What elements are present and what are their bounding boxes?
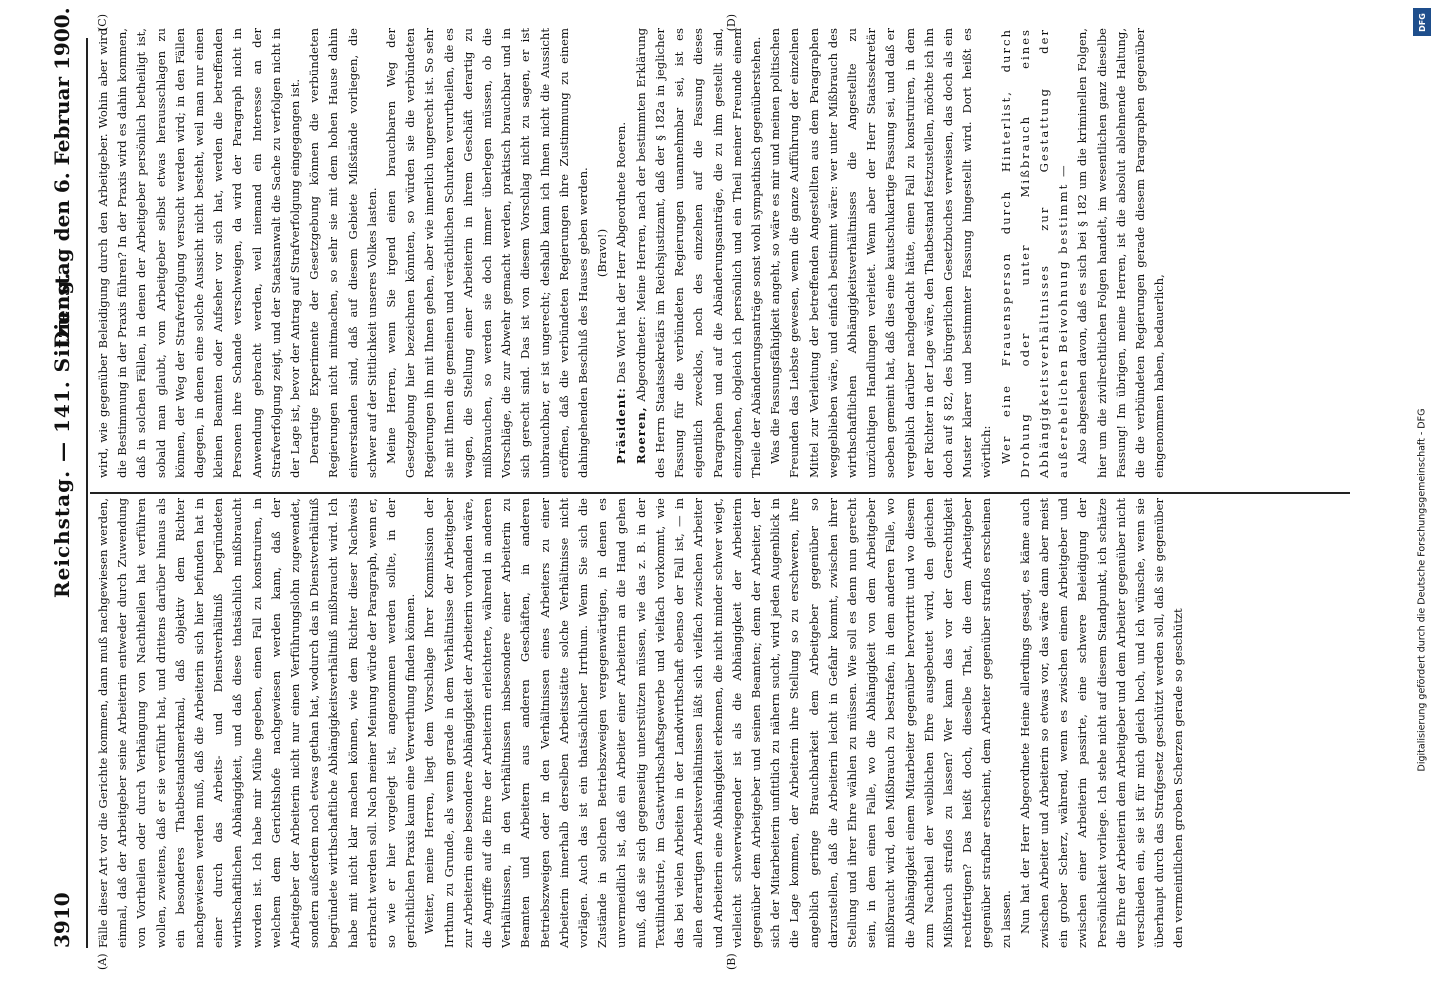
- header-rule: [86, 38, 88, 948]
- speaker-label: Roeren,: [633, 406, 648, 464]
- page-number: 3910: [50, 892, 74, 948]
- quoted-law: Wer eine Frauensperson durch Hinterlist, durch Drohung oder unter Mißbrauch eines Abhängigkeitsverhältnisses zur Gestattung der außerehelichen Beiwohnung bestimmt —: [998, 28, 1071, 478]
- marker-c: (C): [96, 14, 109, 31]
- column-divider: [90, 492, 1350, 494]
- page-header: [48, 7, 82, 948]
- president-paragraph: [612, 28, 631, 478]
- left-column: [94, 498, 1189, 948]
- paragraph: Was die Fassungsfähigkeit angeht, so wäre es mir und meinen politischen Freunden das Liebste gewesen, wenn die ganze Aufführung der einzelnen Mittel zur Verleitung der betreffenden Angestellten aus dem Paragraphen weggeblieben wäre, und einfach bestimmt wäre: wer unter Mißbrauch des wirthschaftlichen Abhängigkeitsverhältnisses die Angestellte zu unzüchtigen Handlungen verleitet. Wenn aber der Herr Staatssekretär soeben gemeint hat, daß dies eine kautschukartige Fassung sei, und daß er vergeblich darüber nachgedacht hätte, einen Fall zu konstruiren, in dem der Richter in der Lage wäre, den Thatbestand festzustellen, möchte ich ihn doch auf § 82, des bürgerlichen Gesetzbuches verweisen, das doch als ein Muster klarer und bestimmter Fassung hingestellt wird. Dort heißt es wörtlich:: [768, 28, 994, 478]
- paragraph: Also abgesehen davon, daß es sich bei § 182 um die kriminellen Folgen, hier um die zivilrechtlichen Folgen handelt, im wesentlichen ganz dieselbe Fassung! Im übrigen, meine Herren, ist die absolut ablehnende Haltung, die die verbündeten Regierungen gerade diesem Paragraphen gegenüber eingenommen haben, bedauerlich,: [1075, 28, 1167, 478]
- paragraph: Derartige Experimente der Gesetzgebung können die verbündeten Regierungen nicht mitmachen, so sehr sie mit dem hohen Hause dahin einverstanden sind, daß auf diesem Gebiete Mißstände vorliegen, die schwer auf der Sittlichkeit unseres Volkes lasten.: [307, 28, 379, 478]
- paragraph: Weiter, meine Herren, liegt dem Vorschlage Ihrer Kommission der Irrthum zu Grunde, als wenn gerade in dem Verhältnisse der Arbeitgeber zur Arbeiterin eine besondere Abhängigkeit der Arbeiterin vorhanden wäre, die Angriffe auf die Ehre der Arbeiterin erleichterte, während in anderen Verhältnissen, in den Verhältnissen insbesondere einer Arbeiterin zu Beamten und Arbeitern aus anderen Geschäften, in anderen Betriebszweigen oder in den Verhältnissen eines Arbeiters zu einer Arbeiterin innerhalb derselben Arbeitsstätte solche Verhältnisse nicht vorlägen. Auch das ist ein thatsächlicher Irrthum. Wenn Sie sich die Zustände in solchen Betriebszweigen vergegenwärtigen, in denen es unvermeidlich ist, daß ein Arbeiter einer Arbeiterin an die Hand gehen muß, daß sie sich gegenseitig unterstützen müssen, wie das z. B. in der Textilindustrie, im Gastwirthschaftsgewerbe und vielfach vorkommt, wie das bei vielen Arbeiten in der Landwirthschaft ebenso der Fall ist, — in allen derartigen Arbeitsverhältnissen läßt sich vielfach zwischen Arbeiter und Arbeiterin eine Abhängigkeit erkennen, die nicht minder schwer wiegt, vielleicht schwerwiegender ist als die Abhängigkeit der Arbeiterin gegenüber dem Arbeitgeber und seinen Beamten; denn der Arbeiter, der sich der Mitarbeiterin unfittlich zu nähern sucht, wird jeden Augenblick in die Lage kommen, der Arbeiterin ihre Stellung so zu erschweren, ihre angeblich geringe Brauchbarkeit dem Arbeitgeber gegenüber so darzustellen, daß die Arbeiterin leicht in Gefahr kommt, zwischen ihrer Stellung und ihrer Ehre wählen zu müssen. Wie soll es denn nun gerecht sein, in dem einen Falle, wo die Abhängigkeit von dem Arbeitgeber mißbraucht wird, den Mißbrauch zu bestrafen, in dem anderen Falle, wo die Abhängigkeit einem Mitarbeiter gegenüber hervortritt und wo diesem zum Nachtheil der weiblichen Ehre ausgebeutet wird, den gleichen Mißbrauch straflos zu lassen? Wer kann das vor der Gerechtigkeit rechtfertigen? Das heißt doch, dieselbe That, die dem Arbeitgeber gegenüber strafbar erscheint, dem Arbeiter gegenüber straflos erscheinen zu lassen.: [422, 498, 1013, 948]
- paragraph: Nun hat der Herr Abgeordnete Heine allerdings gesagt, es käme auch zwischen Arbeiter und Arbeiterin so etwas vor, das wäre dann aber meist ein grober Scherz, während, wenn es zwischen einem Arbeitgeber und zwischen einer Arbeiterin passirte, eine schwere Beleidigung der Persönlichkeit vorliege. Ich stehe nicht auf diesem Standpunkt, ich schätze die Ehre der Arbeiterin dem Arbeitgeber und dem Arbeiter gegenüber nicht verschieden ein, sie ist für mich gleich hoch, und ich wünsche, wenn sie überhaupt durch das Strafgesetz geschützt werden soll, daß sie gegenüber den vermeintlichen groben Scherzen gerade so geschützt: [1017, 498, 1186, 948]
- applause-note: (Bravo!): [595, 228, 610, 278]
- president-text: Das Wort hat der Herr Abgeordnete Roeren.: [614, 121, 629, 384]
- speaker-label: Präsident:: [614, 387, 629, 464]
- dfg-logo: DFG: [1413, 8, 1431, 36]
- marker-b: (B): [725, 953, 738, 970]
- header-date: Dienstag den 6. Februar 1900.: [50, 7, 74, 348]
- roeren-paragraph: [632, 28, 766, 478]
- header-title: Reichstag. — 141. Sitzung.: [50, 271, 74, 598]
- marker-d: (D): [725, 14, 738, 32]
- paragraph: Meine Herren, wenn Sie irgend einen brauchbaren Weg der Gesetzgebung hier bezeichnen könnten, so würden sie die verbündeten Regierungen ihn mit Ihnen gehen, aber wie innerlich ungerecht ist. So sehr sie mit Ihnen die gemeinen und verächtlichen Schurken verurtheilen, die es wagen, die Stellung einer Arbeiterin in ihrem Geschäft derartig zu mißbrauchen, so werden sie doch immer überlegen müssen, ob die Vorschläge, die zur Abwehr gemacht werden, praktisch brauchbar und in sich gerecht sind. Das ist von diesem Vorschlag nicht zu sagen, er ist unbrauchbar, er ist ungerecht; deshalb kann ich Ihnen nicht die Aussicht eröffnen, daß die verbündeten Regierungen ihre Zustimmung zu einem dahingehenden Beschluß des Hauses geben werden.: [384, 28, 591, 478]
- paragraph: wird, wie gegenüber Beleidigung durch den Arbeitgeber. Wohin aber wird die Bestimmung in der Praxis führen? In der Praxis wird es dahin kommen, daß in solchen Fällen, in denen der Arbeitgeber persönlich betheiligt ist, sobald man glaubt, vom Arbeitgeber selbst etwas herausschlagen zu können, der Weg der Strafverfolgung versucht werden wird; in den Fällen dagegen, in denen eine solche Aussicht nicht besteht, weil man nur einen kleinen Beamten oder Aufseher vor sich hat, werden die betreffenden Personen ihre Schande verschweigen, da wird der Paragraph nicht in Anwendung gebracht werden, weil niemand ein Interesse an der Strafverfolgung zeigt, und der Staatsanwalt die Sache zu verfolgen nicht in der Lage ist, bevor der Antrag auf Strafverfolgung eingegangen ist.: [96, 28, 303, 478]
- paragraph: Fälle dieser Art vor die Gerichte kommen, dann muß nachgewiesen werden, einmal, daß der Arbeitgeber seine Arbeiterin entweder durch Zuwendung von Vortheilen oder durch Verhängung von Nachtheilen hat verführen wollen, zweitens, daß er sie verführt hat, und drittens darüber hinaus als ein besonderes Thatbestandsmerkmal, daß objektiv dem Richter nachgewiesen werden muß, daß die Arbeiterin sich hier befunden hat in einer durch das Arbeits- und Dienstverhältniß begründeten wirthschaftlichen Abhängigkeit, und daß diese thatsächlich mißbraucht worden ist. Ich habe mir Mühe gegeben, einen Fall zu konstruiren, in welchem dem Gerichtshofe nachgewiesen werden kann, daß der Arbeitgeber der Arbeiterin nicht nur einen Verführungslohn zugewendet, sondern außerdem noch etwas gethan hat, wodurch das in Dienstverhältniß begründete wirthschaftliche Abhängigkeitsverhältniß mißbraucht wird. Ich habe mit nicht klar machen können, wie dem Richter dieser Nachweis erbracht werden soll. Nach meiner Meinung würde der Paragraph, wenn er, so wie er hier vorgelegt ist, angenommen werden sollte, in der gerichtlichen Praxis kaum eine Verwerthung finden können.: [96, 498, 418, 948]
- marker-a: (A): [96, 953, 109, 970]
- digitization-caption: Digitalisierung gefördert durch die Deutsche Forschungsgemeinschaft - DFG: [1416, 408, 1428, 772]
- roeren-text: Abgeordneter: Meine Herren, nach der bestimmten Erklärung des Herrn Staatssekretärs im Reichsjustizamt, daß der § 182a in jeglicher Fassung für die verbündeten Regierungen unannehmbar sei, ist es eigentlich zwecklos, noch des einzelnen auf die Fassung dieses Paragraphen und auf die Abänderungsanträge, die zu ihm gestellt sind, einzugehen, obgleich ich persönlich und ein Theil meiner Freunde einem Theile der Abänderungsanträge sonst wohl sympathisch gegenüberstehen.: [633, 28, 763, 478]
- right-column: [94, 28, 1169, 478]
